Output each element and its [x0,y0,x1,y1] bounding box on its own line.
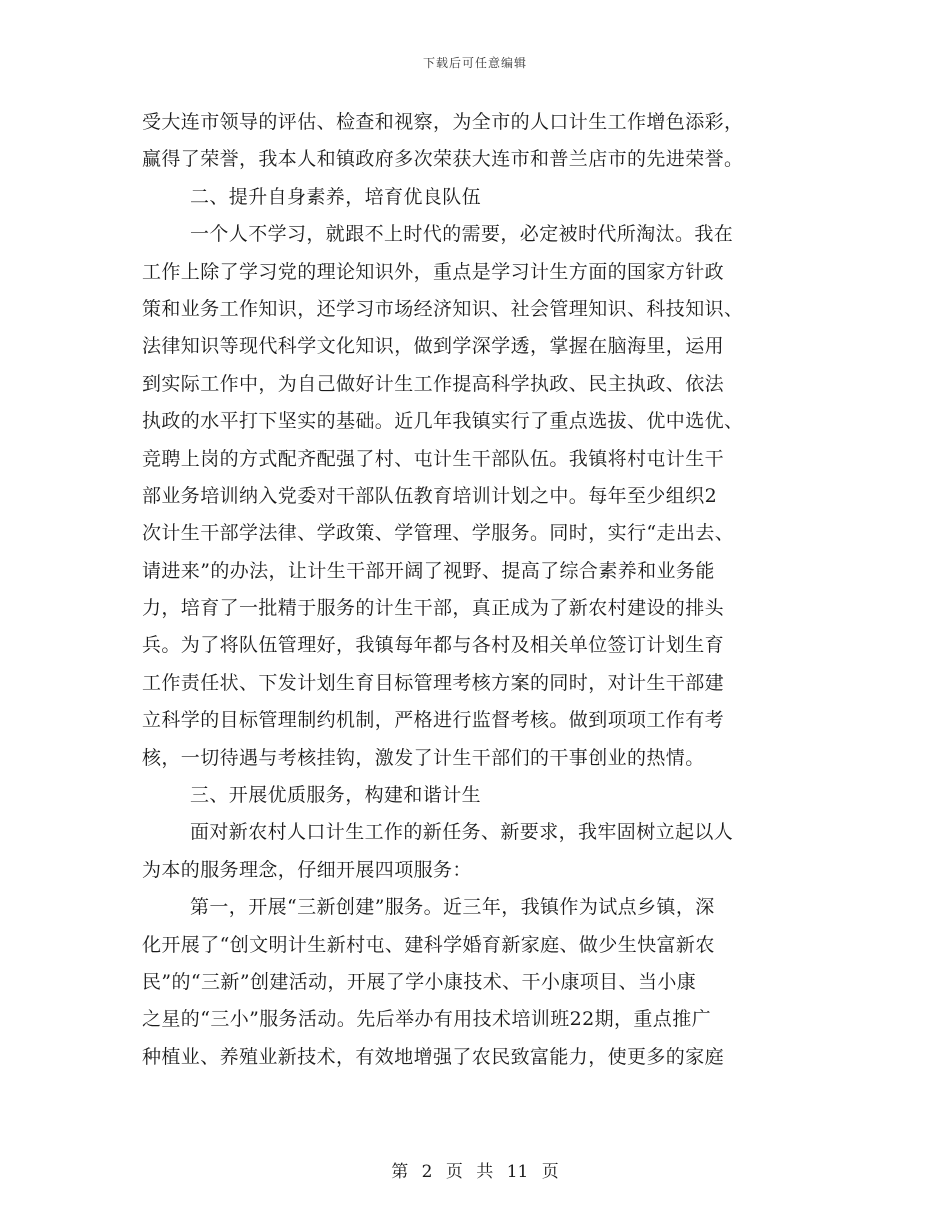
text-line: 竞聘上岗的方式配齐配强了村、屯计生干部队伍。我镇将村屯计生干 [142,447,725,470]
text-line: 法律知识等现代科学文化知识，做到学深学透，掌握在脑海里，运用 [142,335,725,358]
document-body [142,104,812,1076]
text-line: 到实际工作中，为自己做好计生工作提高科学执政、民主执政、依法 [142,372,725,395]
text-line: 请进来”的办法，让计生干部开阔了视野、提高了综合素养和业务能 [142,559,715,582]
page-number-footer: 第 2 页 共 11 页 [391,1162,559,1182]
text-line: 二、提升自身素养，培育优良队伍 [190,185,482,208]
text-line: 一个人不学习，就跟不上时代的需要，必定被时代所淘汰。我在 [190,223,734,246]
text-line: 立科学的目标管理制约机制，严格进行监督考核。做到项项工作有考 [142,709,725,732]
text-line: 赢得了荣誉，我本人和镇政府多次荣获大连市和普兰店市的先进荣誉。 [142,148,744,171]
text-line: 受大连市领导的评估、检查和视察，为全市的人口计生工作增色添彩， [142,111,744,133]
text-line: 面对新农村人口计生工作的新任务、新要求，我牢固树立起以人 [190,821,734,844]
text-line: 兵。为了将队伍管理好，我镇每年都与各村及相关单位签订计划生育 [142,634,725,657]
text-line: 化开展了“创文明计生新村屯、建科学婚育新家庭、做少生快富新农 [142,933,715,956]
page-header-note: 下载后可任意编辑 [422,56,527,70]
text-line: 部业务培训纳入党委对干部队伍教育培训计划之中。每年至少组织2 [142,484,718,507]
text-line: 执政的水平打下坚实的基础。近几年我镇实行了重点选拔、优中选优、 [142,410,744,433]
text-line: 第一，开展“三新创建”服务。近三年，我镇作为试点乡镇，深 [190,896,715,919]
text-line: 种植业、养殖业新技术，有效地增强了农民致富能力，使更多的家庭 [142,1045,725,1068]
text-line: 核，一切待遇与考核挂钩，激发了计生干部们的干事创业的热情。 [142,746,705,769]
text-line: 民”的“三新”创建活动，开展了学小康技术、干小康项目、当小康 [142,970,697,993]
text-line: 为本的服务理念，仔细开展四项服务： [142,858,472,881]
text-line: 工作责任状、下发计划生育目标管理考核方案的同时，对计生干部建 [142,671,725,694]
text-line: 力，培育了一批精于服务的计生干部，真正成为了新农村建设的排头 [142,597,725,620]
text-line: 策和业务工作知识，还学习市场经济知识、社会管理知识、科技知识、 [142,297,744,320]
text-line: 三、开展优质服务，构建和谐计生 [190,784,482,807]
text-line: 工作上除了学习党的理论知识外，重点是学习计生方面的国家方针政 [142,260,725,283]
text-line: 之星的“三小”服务活动。先后举办有用技术培训班22期，重点推广 [142,1008,712,1031]
text-line: 次计生干部学法律、学政策、学管理、学服务。同时，实行“走出去、 [142,522,735,545]
